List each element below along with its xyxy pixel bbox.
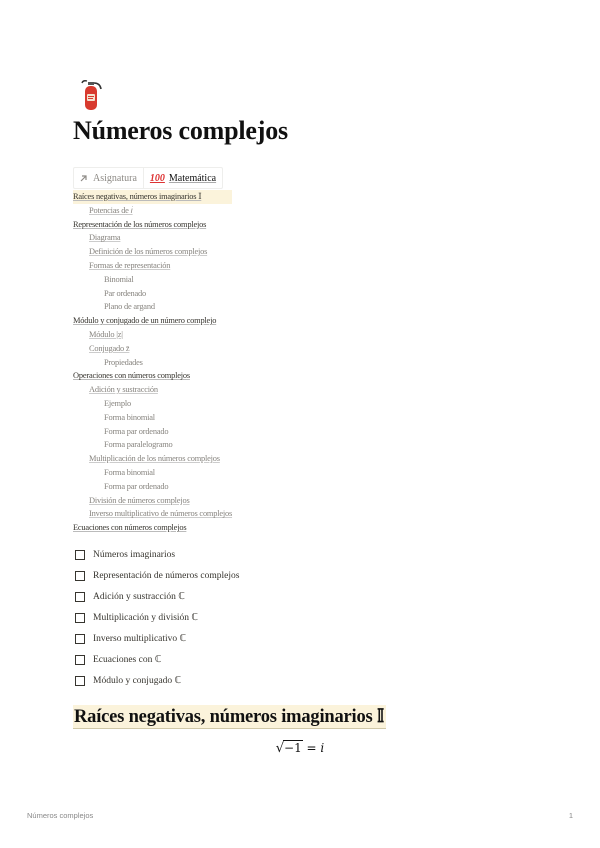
footer-title: Números complejos <box>27 811 94 820</box>
property-value-label: Matemática <box>168 172 217 184</box>
todo-checkbox[interactable] <box>75 634 85 644</box>
todo-checkbox[interactable] <box>75 550 85 560</box>
equation: √−1 = 𝑖 <box>275 741 325 756</box>
toc-item[interactable]: Conjugado z̄ <box>89 343 130 353</box>
todo-checkbox[interactable] <box>75 592 85 602</box>
toc-item[interactable]: Representación de los números complejos <box>73 219 207 229</box>
toc-item[interactable]: Plano de argand <box>104 302 155 312</box>
toc-item[interactable]: Par ordenado <box>104 288 147 298</box>
toc-item[interactable]: Potencias de 𝑖 <box>89 205 133 215</box>
toc-item[interactable]: Módulo y conjugado de un número complejo <box>73 316 217 326</box>
todo-list <box>75 544 239 691</box>
toc-item[interactable]: Diagrama <box>89 233 121 243</box>
toc-item[interactable]: Operaciones con números complejos <box>73 371 190 381</box>
toc-item[interactable]: División de números complejos <box>89 495 190 505</box>
fire-extinguisher-icon <box>80 78 102 112</box>
toc-item[interactable]: Definición de los números complejos <box>89 247 208 257</box>
todo-label: Números imaginarios <box>93 549 176 560</box>
toc-item[interactable]: Forma binomial <box>104 412 155 422</box>
todo-label: Representación de números complejos <box>93 570 240 581</box>
toc-item[interactable]: Forma paralelogramo <box>104 440 173 450</box>
toc-item[interactable]: Forma par ordenado <box>104 426 169 436</box>
toc-item[interactable]: Módulo |z| <box>89 329 123 339</box>
todo-checkbox[interactable] <box>75 655 85 665</box>
section-heading: Raíces negativas, números imaginarios 𝕀 <box>74 707 385 727</box>
toc-item[interactable]: Formas de representación <box>89 260 171 270</box>
hundred-points-icon: 100 <box>149 172 165 184</box>
todo-checkbox[interactable] <box>75 676 85 686</box>
todo-item <box>75 670 239 691</box>
todo-item <box>75 649 239 670</box>
todo-label: Adición y sustracción ℂ <box>93 592 185 602</box>
todo-checkbox[interactable] <box>75 571 85 581</box>
toc-item[interactable]: Forma par ordenado <box>104 481 169 491</box>
toc-item[interactable]: Inverso multiplicativo de números complejos <box>89 509 233 519</box>
property-row <box>73 167 223 189</box>
todo-item <box>75 544 239 565</box>
footer-page-number: 1 <box>568 811 573 820</box>
todo-checkbox[interactable] <box>75 613 85 623</box>
toc-item[interactable]: Multiplicación de los números complejos <box>89 454 220 464</box>
property-value-link[interactable] <box>144 168 222 188</box>
equation-radicand: −1 <box>284 741 302 755</box>
todo-item <box>75 628 239 649</box>
todo-item <box>75 607 239 628</box>
todo-item <box>75 565 239 586</box>
toc-item[interactable]: Propiedades <box>104 357 143 367</box>
todo-label: Ecuaciones con ℂ <box>93 655 162 665</box>
relation-arrow-icon <box>79 174 88 183</box>
todo-label: Inverso multiplicativo ℂ <box>93 634 187 644</box>
toc-item[interactable]: Adición y sustracción <box>89 385 158 395</box>
equation-rhs: = 𝑖 <box>306 741 325 755</box>
property-key-label: Asignatura <box>93 172 137 184</box>
page-title: Números complejos <box>73 116 288 145</box>
toc-item[interactable]: Forma binomial <box>104 467 155 477</box>
toc-item[interactable]: Binomial <box>104 274 134 284</box>
todo-item <box>75 586 239 607</box>
property-key <box>74 168 144 188</box>
toc-item[interactable]: Ejemplo <box>104 398 131 408</box>
table-of-contents <box>73 190 232 535</box>
toc-item[interactable]: Ecuaciones con números complejos <box>73 523 187 533</box>
toc-item[interactable]: Raíces negativas, números imaginarios 𝕀 <box>73 190 232 204</box>
todo-label: Módulo y conjugado ℂ <box>93 676 182 686</box>
todo-label: Multiplicación y división ℂ <box>93 613 199 623</box>
